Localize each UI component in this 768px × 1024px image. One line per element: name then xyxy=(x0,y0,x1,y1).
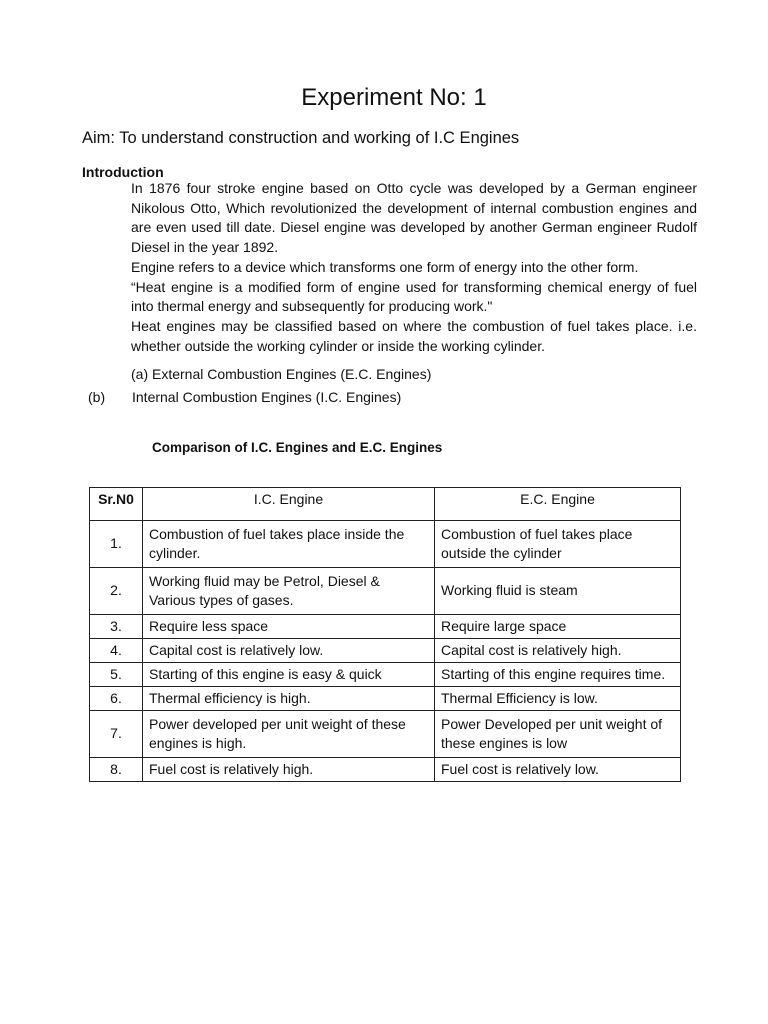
cell-ec: Working fluid is steam xyxy=(435,568,681,615)
cell-ic: Fuel cost is relatively high. xyxy=(143,758,435,782)
cell-sr: 4. xyxy=(90,639,143,663)
cell-ec: Fuel cost is relatively low. xyxy=(435,758,681,782)
intro-paragraph: Heat engines may be classified based on where the combustion of fuel takes place. i.e. whether outside the working cylinder or inside the working cylinder. xyxy=(131,317,697,354)
cell-ec-text: Starting of this engine requires time. xyxy=(441,666,666,682)
aim-heading: Aim: To understand construction and working of I.C Engines xyxy=(82,129,520,147)
cell-ic: Combustion of fuel takes place inside the cylinder. xyxy=(143,521,435,568)
cell-sr: 5. xyxy=(90,663,143,687)
comparison-heading: Comparison of I.C. Engines and E.C. Engines xyxy=(152,440,443,455)
cell-ic: Thermal efficiency is high. xyxy=(143,687,435,711)
cell-ec: Require large space xyxy=(435,615,681,639)
table-row xyxy=(90,711,681,758)
list-item-text: Internal Combustion Engines (I.C. Engines) xyxy=(132,389,402,405)
cell-ic: Capital cost is relatively low. xyxy=(143,639,435,663)
intro-paragraph: “Heat engine is a modified form of engine used for transforming chemical energy of fuel into thermal energy and subsequently for producing work." xyxy=(131,278,697,315)
table-row xyxy=(90,663,681,687)
cell-ec: Thermal Efficiency is low. xyxy=(435,687,681,711)
header-ic-engine: I.C. Engine xyxy=(143,488,435,521)
cell-sr: 1. xyxy=(90,521,143,568)
cell-ic: Require less space xyxy=(143,615,435,639)
cell-ec xyxy=(435,663,681,687)
classification-item-b xyxy=(88,388,401,407)
introduction-body xyxy=(131,179,697,356)
table-row xyxy=(90,758,681,782)
cell-sr: 6. xyxy=(90,687,143,711)
cell-ec-text: Capital cost is relatively high. xyxy=(441,642,622,658)
cell-ec: Power Developed per unit weight of these engines is low xyxy=(435,711,681,758)
table-row xyxy=(90,521,681,568)
header-sr-no: Sr.N0 xyxy=(90,488,143,521)
intro-paragraph: Engine refers to a device which transforms one form of energy into the other form. xyxy=(131,258,639,275)
classification-item-a: (a) External Combustion Engines (E.C. Engines) xyxy=(131,366,432,382)
table-row xyxy=(90,639,681,663)
page-title: Experiment No: 1 xyxy=(301,84,487,111)
table-header-row xyxy=(90,488,681,521)
intro-paragraph: In 1876 four stroke engine based on Otto cycle was developed by a German engineer Nikolous Otto, Which revolutionized the development of internal combustion engines and are even used till date. Diesel engine was developed by another German engineer Rudolf Diesel in the year 1892. xyxy=(131,180,697,256)
cell-sr: 8. xyxy=(90,758,143,782)
introduction-heading: Introduction xyxy=(82,164,164,180)
table-row xyxy=(90,615,681,639)
cell-ic: Working fluid may be Petrol, Diesel & Various types of gases. xyxy=(143,568,435,615)
cell-sr: 3. xyxy=(90,615,143,639)
table-row xyxy=(90,568,681,615)
cell-ec: Combustion of fuel takes place outside the cylinder xyxy=(435,521,681,568)
comparison-table xyxy=(89,487,681,782)
list-marker: (b) xyxy=(88,389,106,405)
table-row xyxy=(90,687,681,711)
header-ec-engine: E.C. Engine xyxy=(435,488,681,521)
cell-sr: 7. xyxy=(90,711,143,758)
cell-ic: Power developed per unit weight of these engines is high. xyxy=(143,711,435,758)
cell-sr: 2. xyxy=(90,568,143,615)
cell-ec xyxy=(435,639,681,663)
cell-ic: Starting of this engine is easy & quick xyxy=(143,663,435,687)
